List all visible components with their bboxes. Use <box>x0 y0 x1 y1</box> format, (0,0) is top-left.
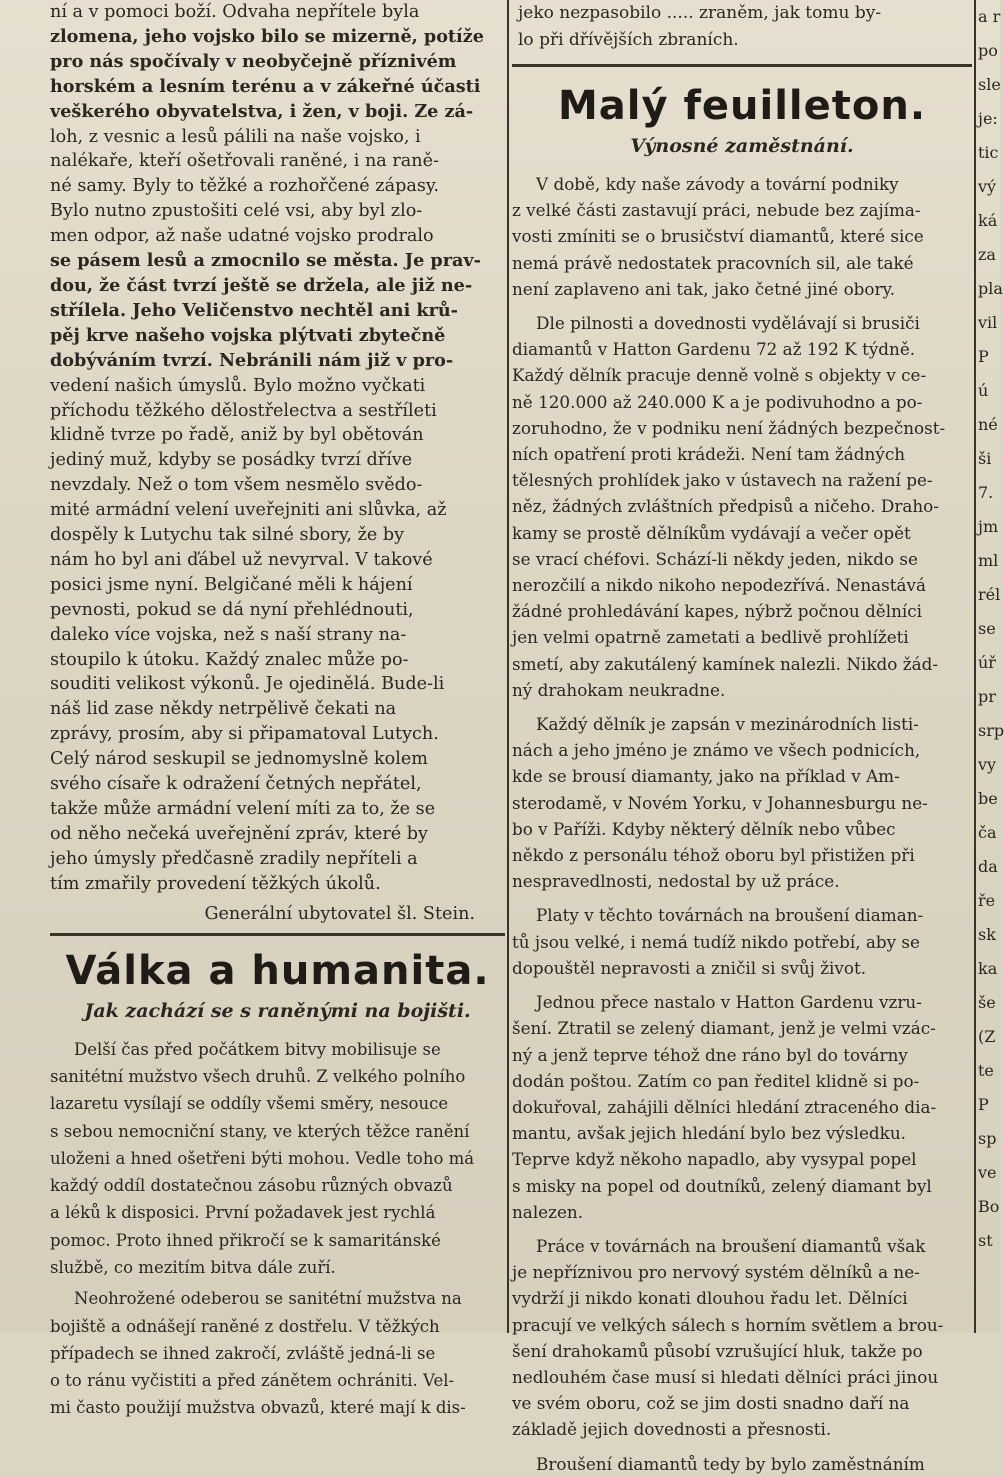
fragment-text: ča <box>978 823 997 842</box>
paragraph-gap <box>512 703 972 711</box>
subheadline-ranenymi: Jak zachází se s raněnými na bojišti. <box>84 999 471 1022</box>
fragment-text: P <box>978 347 989 366</box>
fragment-text: je: <box>978 109 998 128</box>
article-valka-body <box>50 1036 505 1422</box>
text-line: ve svém oboru, což se jim dosti snadno daří na <box>512 1393 910 1414</box>
section-divider <box>50 933 505 936</box>
paragraph-gap <box>512 302 972 310</box>
text-line: mité armádní velení uveřejniti ani slůvka, až <box>50 500 447 521</box>
fragment-text: P <box>978 1095 989 1114</box>
fragment-text: be <box>978 789 998 808</box>
fragment-text: ml <box>978 551 999 570</box>
middle-column <box>512 0 972 1477</box>
fragment-text: ú <box>978 381 989 400</box>
right-fragment-text <box>978 0 1004 1258</box>
text-line: V době, kdy naše závody a tovární podniky <box>536 174 899 194</box>
text-line: náš lid zase někdy netrpělivě čekati na <box>50 699 397 720</box>
text-line: jen velmi opatrně zametati a bedlivě prohlížeti <box>512 627 909 648</box>
text-line: ný a jenž teprve téhož dne ráno byl do továrny <box>512 1044 908 1065</box>
section-divider-feuilleton <box>512 64 972 67</box>
fragment-text: še <box>978 993 996 1012</box>
text-line: mi často použijí mužstva obvazů, které mají k dis- <box>50 1398 466 1418</box>
text-line: případech se ihned zakročí, zvláště jedná-li se <box>50 1343 436 1363</box>
text-line: Broušení diamantů tedy by bylo zaměstnáním <box>536 1453 925 1474</box>
text-line: se pásem lesů a zmocnilo se města. Je prav- <box>50 250 481 272</box>
text-line: Bylo nutno zpustošiti celé vsi, aby byl zlo- <box>50 201 423 222</box>
fragment-text: sle <box>978 75 1001 94</box>
fragment-text: a r <box>978 7 1001 26</box>
text-line: svého císaře k odražení četných nepřátel, <box>50 774 422 795</box>
text-line: střílela. Jeho Veličenstvo nechtěl ani krů- <box>50 299 458 321</box>
signature: Generální ubytovatel šl. Stein. <box>204 903 475 924</box>
fragment-text: (Z <box>978 1027 996 1046</box>
text-line: jeho úmysly předčasně zradily nepříteli a <box>50 848 418 869</box>
text-line: službě, co mezitím bitva dále zuří. <box>50 1258 336 1277</box>
fragment-text: né <box>978 415 998 434</box>
fragment-text: te <box>978 1061 994 1080</box>
text-line: není zaplaveno ani tak, jako četné jiné obory. <box>512 278 896 299</box>
column-rule-right <box>974 0 976 1333</box>
text-line: nespravedlnosti, nedostal by už práce. <box>512 871 840 892</box>
text-line: zprávy, prosím, aby si připamatoval Lutych. <box>50 724 439 745</box>
fragment-text: srp <box>978 721 1004 740</box>
text-line: každý oddíl dostatečnou zásobu různých obvazů <box>50 1176 453 1196</box>
paragraph-gap <box>512 1225 972 1233</box>
text-line: od něho nečeká uveřejnění zpráv, které by <box>50 823 428 844</box>
fragment-text: ka <box>978 959 998 978</box>
text-line: daleko více vojska, než s naší strany na- <box>50 624 407 645</box>
text-line: takže může armádní velení míti za to, že se <box>50 799 436 819</box>
text-line: z velké části zastavují práci, nebude bez zajíma- <box>512 200 921 221</box>
text-line: Každý dělník je zapsán v mezinárodních listi- <box>536 714 919 735</box>
text-line: šení. Ztratil se zelený diamant, jenž je velmi vzác- <box>512 1018 936 1039</box>
fragment-text: za <box>978 245 996 264</box>
text-line: souditi velikost výkonů. Je ojedinělá. Bude-li <box>50 674 445 695</box>
text-line: veškerého obyvatelstva, i žen, v boji. Ze zá- <box>50 100 474 122</box>
text-line: bo v Paříži. Kdyby některý dělník nebo vůbec <box>512 818 896 839</box>
text-line: Práce v továrnách na broušení diamantů však <box>536 1235 926 1256</box>
feuilleton-body <box>512 171 972 1477</box>
text-line: pomoc. Proto ihned přikročí se k samaritánské <box>50 1230 441 1250</box>
text-line: o to ránu vyčistiti a před zánětem ochrániti. Vel- <box>50 1371 455 1391</box>
text-line: kamy se prostě dělníkům vydávají a večer opět <box>512 522 911 543</box>
text-line: horském a lesním terénu a v zákeřné účasti <box>50 75 481 97</box>
text-line: ních opatření proti krádeži. Není tam žádných <box>512 444 906 465</box>
text-line: Každý dělník pracuje denně volně s objekty v ce- <box>512 365 927 386</box>
fragment-text: úř <box>978 653 996 672</box>
fragment-text: vy <box>978 755 997 774</box>
text-line: diamantů v Hatton Gardenu 72 až 192 K týdně. <box>512 339 916 360</box>
text-line: jediný muž, kdyby se posádky tvrzí dříve <box>50 450 413 471</box>
fragment-text: sp <box>978 1129 997 1148</box>
text-line: Teprve když někoho napadlo, aby vysypal popel <box>512 1149 917 1170</box>
text-line: Neohrožené odeberou se sanitétní mužstva na <box>74 1289 462 1309</box>
text-line: ně 120.000 až 240.000 K a je podivuhodno a po- <box>512 391 923 412</box>
article-continued-body <box>50 0 505 897</box>
text-line: dospěly k Lutychu tak silné sbory, že by <box>50 525 405 546</box>
text-line: zlomena, jeho vojsko bilo se mizerně, potíže <box>50 25 484 47</box>
fragment-text: rél <box>978 585 1001 604</box>
text-line: pracují ve velkých sálech s horním světlem a brou- <box>512 1314 944 1335</box>
text-line: kde se brousí diamanty, jako na příklad v Am- <box>512 766 900 787</box>
text-line: nalékaře, kteří ošetřovali raněné, i na raně- <box>50 151 439 172</box>
fragment-text: 7. <box>978 483 994 502</box>
text-line: nerozčilí a nikdo nikoho nepodezřívá. Nenastává <box>512 575 927 596</box>
text-line: šení drahokamů působí vzrušující hluk, takže po <box>512 1340 923 1361</box>
fragment-text: pr <box>978 687 996 706</box>
fragment-text: Bo <box>978 1197 1000 1216</box>
text-line: se vrací chéfovi. Schází-li někdy jeden, nikdo se <box>512 548 918 569</box>
text-line: ný drahokam neukradne. <box>512 679 726 700</box>
text-line: pro nás spočívaly v neobyčejně příznivém <box>50 50 457 72</box>
text-line: sanitétní mužstvo všech druhů. Z velkého polního <box>50 1066 466 1086</box>
left-column <box>50 0 505 1422</box>
text-line: lazaretu vysílají se oddíly všemi směry, nesouce <box>50 1094 449 1114</box>
text-line: nedlouhém čase musí si hledati dělníci práci jinou <box>512 1366 939 1387</box>
text-line: dokuřoval, zahájili dělníci hledání ztraceného dia- <box>512 1096 937 1117</box>
text-line: a léků k disposici. První požadavek jest rychlá <box>50 1203 436 1223</box>
paragraph-gap <box>512 894 972 902</box>
text-line: Dle pilnosti a dovednosti vydělávají si brusiči <box>536 313 920 334</box>
text-line: lo při dřívějších zbraních. <box>518 30 739 50</box>
text-line: nevzdaly. Než o tom všem nesmělo svědo- <box>50 475 423 496</box>
previous-article-fragment <box>512 0 972 54</box>
column-rule-left <box>507 0 509 1333</box>
text-line: posici jsme nyní. Belgičané měli k hájení <box>50 574 413 595</box>
fragment-text: sk <box>978 925 996 944</box>
text-line: mantu, avšak jejich hledání bylo bez výsledku. <box>512 1123 906 1144</box>
text-line: vedení našich úmyslů. Bylo možno vyčkati <box>50 375 426 396</box>
fragment-text: po <box>978 41 998 60</box>
text-line: Platy v těchto továrnách na broušení diaman- <box>536 905 924 926</box>
text-line: zoruhodno, že v podniku není žádných bezpečnost- <box>512 417 946 438</box>
fragment-text: da <box>978 857 998 876</box>
text-line: někdo z personálu téhož oboru byl přistižen při <box>512 845 915 866</box>
fragment-text: ká <box>978 211 998 230</box>
text-line: sterodamě, v Novém Yorku, v Johannesburgu ne- <box>512 792 928 813</box>
fragment-text: pla <box>978 279 1003 298</box>
subheadline-vynosne-zamestnani: Výnosné zaměstnání. <box>630 135 854 157</box>
text-line: něz, žádných zvláštních předpisů a ničeho. Draho- <box>512 496 939 517</box>
fragment-text: jm <box>978 517 999 536</box>
paragraph-gap <box>512 981 972 989</box>
headline-maly-feuilleton: Malý feuilleton. <box>557 83 927 129</box>
text-line: nách a jeho jméno je známo ve všech podnicích, <box>512 740 921 761</box>
text-line: základě jejich dovednosti a přesnosti. <box>512 1419 832 1440</box>
text-line: žádné prohledávání kapes, nýbrž počnou dělníci <box>512 601 923 622</box>
text-line: ní a v pomoci boží. Odvaha nepřítele byla <box>50 2 420 22</box>
text-line: dodán poštou. Zatím co pan ředitel klidně si po- <box>512 1070 920 1091</box>
fragment-text: se <box>978 619 996 638</box>
text-line: dou, že část tvrzí ještě se držela, ale již ne- <box>50 274 473 296</box>
text-line: vosti zmíniti se o brusičství diamantů, které sice <box>512 226 924 247</box>
text-line: je nepříznivou pro nervový systém dělníků a ne- <box>512 1262 920 1283</box>
text-line: tů jsou velké, i nemá tudíž nikdo potřebí, aby se <box>512 931 920 952</box>
fragment-text: st <box>978 1231 993 1250</box>
text-line: tělesných prohlídek jako v ústavech na ražení pe- <box>512 470 933 491</box>
fragment-text: ši <box>978 449 992 468</box>
text-line: loh, z vesnic a lesů pálili na naše vojsko, i <box>50 126 421 147</box>
text-line: s misky na popel od doutníků, zelený diamant byl <box>512 1175 932 1196</box>
text-line: pevnosti, pokud se dá nyní přehlédnouti, <box>50 599 414 620</box>
fragment-text: ve <box>978 1163 997 1182</box>
text-line: uloženi a hned ošetřeni býti mohou. Vedle toho má <box>50 1148 475 1168</box>
text-line: nemá právě nedostatek pracovních sil, ale také <box>512 252 914 273</box>
text-line: tím zmařily provedení těžkých úkolů. <box>50 873 381 894</box>
text-line: vydrží ji nikdo konati dlouhou řadu let. Dělníci <box>512 1288 908 1309</box>
text-line: dobýváním tvrzí. Nebránili nám již v pro- <box>50 349 454 371</box>
text-line: s sebou nemocniční stany, ve kterých těžce ranění <box>50 1121 470 1141</box>
text-line: smetí, aby zakutálený kamínek nalezli. Nikdo žád- <box>512 653 938 674</box>
text-line: dopouštěl nepravosti a zničil si svůj život. <box>512 957 867 978</box>
text-line: Delší čas před počátkem bitvy mobilisuje se <box>74 1039 441 1059</box>
fragment-text: vil <box>978 313 998 332</box>
right-column-fragment <box>978 0 1004 1258</box>
text-line: nám ho byl ani ďábel už nevyrval. V takové <box>50 549 433 570</box>
text-line: klidně tvrze po řadě, aniž by byl obětován <box>50 425 424 446</box>
headline-valka-a-humanita: Válka a humanita. <box>65 947 490 994</box>
text-line: men odpor, až naše udatné vojsko prodralo <box>50 226 434 247</box>
fragment-text: vý <box>978 177 997 196</box>
text-line: pěj krve našeho vojska plýtvati zbytečně <box>50 324 446 346</box>
paragraph-gap <box>512 1443 972 1451</box>
text-line: nalezen. <box>512 1201 584 1222</box>
text-line: příchodu těžkého dělostřelectva a sestříleti <box>50 400 437 421</box>
fragment-text: tic <box>978 143 999 162</box>
text-line: Celý národ seskupil se jednomyslně kolem <box>50 749 428 770</box>
text-line: né samy. Byly to těžké a rozhořčené zápasy. <box>50 176 440 197</box>
text-line: bojiště a odnášejí raněné z dostřelu. V těžkých <box>50 1316 440 1336</box>
text-line: jeko nezpasobilo ..... zraněm, jak tomu by- <box>518 3 882 23</box>
text-line: stoupilo k útoku. Každý znalec může po- <box>50 649 409 670</box>
fragment-text: ře <box>978 891 996 910</box>
text-line: Jednou přece nastalo v Hatton Gardenu vzru- <box>536 992 922 1013</box>
